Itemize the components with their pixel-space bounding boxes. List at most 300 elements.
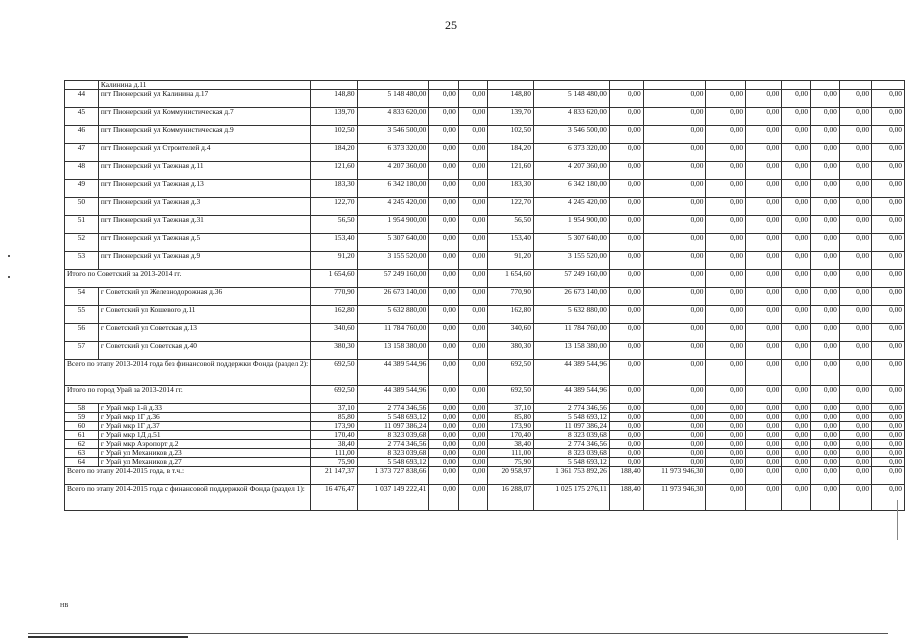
value-cell: 148,80 <box>488 90 534 108</box>
value-cell: 692,50 <box>488 360 534 386</box>
value-cell: 44 389 544,96 <box>357 360 429 386</box>
address-cell: г Советский ул Советская д.13 <box>98 324 310 342</box>
value-cell: 0,00 <box>782 467 811 485</box>
table-row <box>65 108 905 126</box>
value-cell: 2 774 346,56 <box>357 404 429 413</box>
value-cell: 16 288,07 <box>488 485 534 511</box>
value-cell: 0,00 <box>872 404 905 413</box>
table-row <box>65 431 905 440</box>
value-cell <box>839 81 871 90</box>
value-cell: 0,00 <box>839 413 871 422</box>
value-cell: 0,00 <box>429 288 458 306</box>
value-cell: 0,00 <box>609 198 643 216</box>
value-cell: 0,00 <box>609 216 643 234</box>
table-row <box>65 234 905 252</box>
value-cell: 0,00 <box>643 449 706 458</box>
value-cell: 148,80 <box>311 90 357 108</box>
value-cell: 3 546 500,00 <box>534 126 610 144</box>
value-cell: 0,00 <box>782 126 811 144</box>
value-cell: 0,00 <box>811 90 840 108</box>
value-cell: 0,00 <box>429 386 458 404</box>
value-cell: 0,00 <box>839 404 871 413</box>
value-cell: 2 774 346,56 <box>357 440 429 449</box>
value-cell: 0,00 <box>429 413 458 422</box>
row-number: 55 <box>65 306 99 324</box>
value-cell <box>872 81 905 90</box>
value-cell: 20 958,97 <box>488 467 534 485</box>
value-cell: 4 207 360,00 <box>357 162 429 180</box>
value-cell: 1 954 900,00 <box>357 216 429 234</box>
value-cell: 0,00 <box>429 180 458 198</box>
value-cell: 0,00 <box>643 413 706 422</box>
value-cell: 0,00 <box>872 431 905 440</box>
value-cell <box>311 81 357 90</box>
address-cell: г Урай мкр Аэропорт д.2 <box>98 440 310 449</box>
value-cell: 0,00 <box>782 360 811 386</box>
value-cell: 0,00 <box>458 216 487 234</box>
value-cell: 170,40 <box>488 431 534 440</box>
value-cell: 13 158 380,00 <box>534 342 610 360</box>
value-cell: 111,00 <box>488 449 534 458</box>
row-number: 53 <box>65 252 99 270</box>
value-cell: 0,00 <box>458 306 487 324</box>
value-cell: 91,20 <box>311 252 357 270</box>
value-cell: 0,00 <box>872 306 905 324</box>
table-row <box>65 440 905 449</box>
value-cell: 37,10 <box>488 404 534 413</box>
value-cell: 0,00 <box>746 162 782 180</box>
value-cell: 0,00 <box>782 144 811 162</box>
value-cell: 0,00 <box>458 252 487 270</box>
value-cell: 0,00 <box>609 422 643 431</box>
value-cell: 5 307 640,00 <box>534 234 610 252</box>
value-cell: 0,00 <box>458 449 487 458</box>
value-cell: 0,00 <box>839 440 871 449</box>
value-cell: 0,00 <box>458 440 487 449</box>
value-cell: 0,00 <box>458 360 487 386</box>
value-cell <box>488 81 534 90</box>
value-cell: 0,00 <box>746 324 782 342</box>
page-number: 25 <box>445 18 457 32</box>
row-number: 46 <box>65 126 99 144</box>
value-cell: 139,70 <box>488 108 534 126</box>
value-cell <box>458 81 487 90</box>
value-cell: 0,00 <box>872 90 905 108</box>
value-cell: 0,00 <box>609 180 643 198</box>
value-cell: 692,50 <box>311 360 357 386</box>
row-number: 64 <box>65 458 99 467</box>
total-label: Итого по город Урай за 2013-2014 гг. <box>65 386 311 404</box>
row-number: 52 <box>65 234 99 252</box>
value-cell: 0,00 <box>839 198 871 216</box>
address-cell: пгт Пионерский ул Коммунистическая д.7 <box>98 108 310 126</box>
value-cell: 0,00 <box>429 485 458 511</box>
value-cell: 0,00 <box>458 431 487 440</box>
value-cell: 0,00 <box>839 108 871 126</box>
value-cell: 0,00 <box>839 342 871 360</box>
bottom-rule-thick <box>28 636 188 638</box>
value-cell: 0,00 <box>746 216 782 234</box>
value-cell: 173,90 <box>311 422 357 431</box>
total-label: Всего по этапу 2014-2015 года, в т.ч.: <box>65 467 311 485</box>
value-cell: 0,00 <box>872 458 905 467</box>
value-cell: 0,00 <box>872 485 905 511</box>
table-row <box>65 306 905 324</box>
value-cell: 0,00 <box>746 440 782 449</box>
value-cell: 0,00 <box>811 180 840 198</box>
value-cell: 0,00 <box>782 270 811 288</box>
value-cell: 0,00 <box>811 386 840 404</box>
value-cell: 0,00 <box>782 458 811 467</box>
address-cell: Калинина д.11 <box>98 81 310 90</box>
table-row <box>65 252 905 270</box>
address-cell: пгт Пионерский ул Таежная д.13 <box>98 180 310 198</box>
value-cell <box>609 81 643 90</box>
value-cell: 21 147,37 <box>311 467 357 485</box>
value-cell: 0,00 <box>782 440 811 449</box>
row-number: 56 <box>65 324 99 342</box>
value-cell: 0,00 <box>458 342 487 360</box>
value-cell: 162,80 <box>488 306 534 324</box>
value-cell: 162,80 <box>311 306 357 324</box>
value-cell: 0,00 <box>872 440 905 449</box>
address-cell: пгт Пионерский ул Таежная д.11 <box>98 162 310 180</box>
value-cell: 0,00 <box>643 90 706 108</box>
value-cell: 0,00 <box>643 386 706 404</box>
value-cell: 340,60 <box>311 324 357 342</box>
value-cell: 0,00 <box>839 458 871 467</box>
value-cell: 0,00 <box>609 440 643 449</box>
value-cell: 0,00 <box>872 126 905 144</box>
address-cell: г Советский ул Кошевого д.11 <box>98 306 310 324</box>
value-cell: 0,00 <box>811 413 840 422</box>
resettlement-table <box>64 80 905 511</box>
table-row <box>65 162 905 180</box>
value-cell: 0,00 <box>458 270 487 288</box>
value-cell: 0,00 <box>706 431 746 440</box>
value-cell: 0,00 <box>429 306 458 324</box>
value-cell: 0,00 <box>811 234 840 252</box>
value-cell: 0,00 <box>872 216 905 234</box>
value-cell: 0,00 <box>839 288 871 306</box>
value-cell: 0,00 <box>609 252 643 270</box>
value-cell: 0,00 <box>782 306 811 324</box>
value-cell: 0,00 <box>458 162 487 180</box>
value-cell <box>643 81 706 90</box>
row-number: 61 <box>65 431 99 440</box>
value-cell: 2 774 346,56 <box>534 404 610 413</box>
address-cell: г Урай ул Механиков д.23 <box>98 449 310 458</box>
address-cell: пгт Пионерский ул Таежная д.9 <box>98 252 310 270</box>
row-number: 58 <box>65 404 99 413</box>
value-cell: 1 037 149 222,41 <box>357 485 429 511</box>
value-cell: 5 548 693,12 <box>534 458 610 467</box>
value-cell: 770,90 <box>311 288 357 306</box>
value-cell: 0,00 <box>746 144 782 162</box>
value-cell: 1 954 900,00 <box>534 216 610 234</box>
value-cell: 4 245 420,00 <box>534 198 610 216</box>
value-cell: 4 833 620,00 <box>357 108 429 126</box>
address-cell: пгт Пионерский ул Строителей д.4 <box>98 144 310 162</box>
value-cell: 0,00 <box>609 342 643 360</box>
value-cell: 121,60 <box>311 162 357 180</box>
value-cell: 44 389 544,96 <box>357 386 429 404</box>
value-cell: 5 632 880,00 <box>534 306 610 324</box>
value-cell: 0,00 <box>429 440 458 449</box>
address-cell: пгт Пионерский ул Коммунистическая д.9 <box>98 126 310 144</box>
value-cell: 0,00 <box>643 234 706 252</box>
value-cell: 0,00 <box>839 270 871 288</box>
value-cell: 85,80 <box>311 413 357 422</box>
value-cell: 122,70 <box>311 198 357 216</box>
value-cell: 0,00 <box>706 306 746 324</box>
value-cell: 0,00 <box>643 440 706 449</box>
value-cell: 0,00 <box>429 90 458 108</box>
table-row <box>65 216 905 234</box>
value-cell: 0,00 <box>609 386 643 404</box>
value-cell: 0,00 <box>872 252 905 270</box>
value-cell: 0,00 <box>643 180 706 198</box>
value-cell <box>357 81 429 90</box>
value-cell: 0,00 <box>643 458 706 467</box>
value-cell: 0,00 <box>839 422 871 431</box>
value-cell: 0,00 <box>872 144 905 162</box>
value-cell: 0,00 <box>643 360 706 386</box>
value-cell: 0,00 <box>429 126 458 144</box>
value-cell: 0,00 <box>811 198 840 216</box>
value-cell: 0,00 <box>706 216 746 234</box>
value-cell: 0,00 <box>839 216 871 234</box>
value-cell: 0,00 <box>746 467 782 485</box>
value-cell: 91,20 <box>488 252 534 270</box>
row-number: 59 <box>65 413 99 422</box>
value-cell: 0,00 <box>746 288 782 306</box>
address-cell: г Советский ул Советская д.40 <box>98 342 310 360</box>
total-label: Итого по Советский за 2013-2014 гг. <box>65 270 311 288</box>
value-cell: 11 097 386,24 <box>534 422 610 431</box>
value-cell: 183,30 <box>488 180 534 198</box>
value-cell: 0,00 <box>706 413 746 422</box>
value-cell: 0,00 <box>782 108 811 126</box>
value-cell: 0,00 <box>811 404 840 413</box>
value-cell: 0,00 <box>458 126 487 144</box>
value-cell: 0,00 <box>458 108 487 126</box>
value-cell: 0,00 <box>872 422 905 431</box>
value-cell: 5 632 880,00 <box>357 306 429 324</box>
value-cell: 0,00 <box>782 449 811 458</box>
value-cell: 1 361 753 892,26 <box>534 467 610 485</box>
row-number: 44 <box>65 90 99 108</box>
value-cell: 0,00 <box>609 126 643 144</box>
value-cell: 6 342 180,00 <box>534 180 610 198</box>
value-cell: 0,00 <box>706 198 746 216</box>
value-cell: 0,00 <box>609 324 643 342</box>
row-number: 57 <box>65 342 99 360</box>
value-cell: 0,00 <box>643 431 706 440</box>
value-cell: 0,00 <box>782 386 811 404</box>
value-cell <box>429 81 458 90</box>
value-cell: 0,00 <box>643 306 706 324</box>
row-number: 60 <box>65 422 99 431</box>
value-cell: 0,00 <box>782 485 811 511</box>
value-cell: 0,00 <box>746 342 782 360</box>
scan-edge-mark <box>897 500 898 540</box>
value-cell: 0,00 <box>706 270 746 288</box>
value-cell: 11 784 760,00 <box>534 324 610 342</box>
value-cell: 0,00 <box>706 252 746 270</box>
value-cell: 0,00 <box>782 342 811 360</box>
value-cell: 0,00 <box>811 126 840 144</box>
value-cell: 0,00 <box>609 413 643 422</box>
value-cell: 8 323 039,68 <box>534 449 610 458</box>
value-cell <box>706 81 746 90</box>
value-cell: 0,00 <box>811 422 840 431</box>
table-row <box>65 180 905 198</box>
value-cell: 0,00 <box>746 108 782 126</box>
value-cell: 0,00 <box>872 162 905 180</box>
value-cell: 0,00 <box>811 458 840 467</box>
value-cell: 0,00 <box>782 252 811 270</box>
value-cell: 0,00 <box>458 144 487 162</box>
value-cell: 0,00 <box>458 234 487 252</box>
value-cell: 0,00 <box>609 449 643 458</box>
value-cell: 75,90 <box>311 458 357 467</box>
value-cell: 183,30 <box>311 180 357 198</box>
table-row <box>65 324 905 342</box>
table-row <box>65 422 905 431</box>
value-cell: 8 323 039,68 <box>534 431 610 440</box>
value-cell: 0,00 <box>839 324 871 342</box>
value-cell: 0,00 <box>429 198 458 216</box>
value-cell: 0,00 <box>811 431 840 440</box>
table-row <box>65 404 905 413</box>
value-cell: 0,00 <box>429 458 458 467</box>
value-cell: 11 973 946,30 <box>643 485 706 511</box>
value-cell: 0,00 <box>706 234 746 252</box>
value-cell: 0,00 <box>429 144 458 162</box>
value-cell: 0,00 <box>609 234 643 252</box>
row-number: 50 <box>65 198 99 216</box>
value-cell: 0,00 <box>811 485 840 511</box>
value-cell: 0,00 <box>811 324 840 342</box>
scan-dot <box>8 255 10 257</box>
value-cell: 44 389 544,96 <box>534 386 610 404</box>
value-cell: 692,50 <box>488 386 534 404</box>
value-cell: 0,00 <box>811 162 840 180</box>
row-number: 45 <box>65 108 99 126</box>
table-row <box>65 198 905 216</box>
value-cell: 0,00 <box>811 449 840 458</box>
value-cell: 3 155 520,00 <box>357 252 429 270</box>
value-cell: 0,00 <box>746 252 782 270</box>
value-cell: 13 158 380,00 <box>357 342 429 360</box>
value-cell: 0,00 <box>872 198 905 216</box>
value-cell: 0,00 <box>643 288 706 306</box>
value-cell: 0,00 <box>839 234 871 252</box>
value-cell: 0,00 <box>746 360 782 386</box>
value-cell: 0,00 <box>706 458 746 467</box>
value-cell: 121,60 <box>488 162 534 180</box>
value-cell: 0,00 <box>643 162 706 180</box>
value-cell: 0,00 <box>706 386 746 404</box>
value-cell: 1 373 727 838,66 <box>357 467 429 485</box>
value-cell: 0,00 <box>706 162 746 180</box>
value-cell: 0,00 <box>782 216 811 234</box>
value-cell: 0,00 <box>782 324 811 342</box>
value-cell: 75,90 <box>488 458 534 467</box>
value-cell: 0,00 <box>706 404 746 413</box>
scan-dot <box>8 276 10 278</box>
value-cell: 37,10 <box>311 404 357 413</box>
value-cell: 380,30 <box>311 342 357 360</box>
address-cell: г Советский ул Железнодорожная д.36 <box>98 288 310 306</box>
value-cell: 0,00 <box>872 180 905 198</box>
total-row <box>65 485 905 511</box>
value-cell: 0,00 <box>782 404 811 413</box>
value-cell: 0,00 <box>706 449 746 458</box>
value-cell: 0,00 <box>429 449 458 458</box>
total-label: Всего по этапу 2014-2015 года с финансовой поддержкой Фонда (раздел 1): <box>65 485 311 511</box>
value-cell: 770,90 <box>488 288 534 306</box>
value-cell: 0,00 <box>458 90 487 108</box>
row-number <box>65 81 99 90</box>
value-cell <box>782 81 811 90</box>
value-cell: 5 548 693,12 <box>357 413 429 422</box>
row-number: 63 <box>65 449 99 458</box>
value-cell: 11 097 386,24 <box>357 422 429 431</box>
value-cell: 0,00 <box>746 180 782 198</box>
value-cell: 0,00 <box>839 360 871 386</box>
value-cell: 0,00 <box>643 252 706 270</box>
value-cell: 0,00 <box>643 216 706 234</box>
value-cell: 0,00 <box>872 324 905 342</box>
value-cell: 44 389 544,96 <box>534 360 610 386</box>
value-cell: 0,00 <box>872 288 905 306</box>
row-number: 51 <box>65 216 99 234</box>
value-cell: 0,00 <box>706 90 746 108</box>
value-cell: 0,00 <box>782 162 811 180</box>
value-cell: 0,00 <box>706 467 746 485</box>
value-cell: 0,00 <box>429 342 458 360</box>
value-cell: 3 546 500,00 <box>357 126 429 144</box>
value-cell: 0,00 <box>429 404 458 413</box>
footer-code: HB <box>60 603 69 609</box>
value-cell: 0,00 <box>458 198 487 216</box>
value-cell: 0,00 <box>609 360 643 386</box>
value-cell: 0,00 <box>429 234 458 252</box>
value-cell: 0,00 <box>811 360 840 386</box>
value-cell: 0,00 <box>782 413 811 422</box>
value-cell: 0,00 <box>609 162 643 180</box>
value-cell: 6 373 320,00 <box>357 144 429 162</box>
value-cell: 5 307 640,00 <box>357 234 429 252</box>
value-cell: 0,00 <box>746 306 782 324</box>
value-cell: 0,00 <box>811 288 840 306</box>
value-cell: 170,40 <box>311 431 357 440</box>
address-cell: г Урай ул Механиков д.27 <box>98 458 310 467</box>
value-cell: 0,00 <box>706 422 746 431</box>
value-cell: 153,40 <box>311 234 357 252</box>
value-cell: 0,00 <box>782 422 811 431</box>
value-cell: 57 249 160,00 <box>357 270 429 288</box>
value-cell: 0,00 <box>429 422 458 431</box>
row-number: 48 <box>65 162 99 180</box>
value-cell: 0,00 <box>746 404 782 413</box>
address-cell: г Урай мкр 1Д д.51 <box>98 431 310 440</box>
table-row <box>65 126 905 144</box>
value-cell: 5 148 480,00 <box>357 90 429 108</box>
value-cell: 0,00 <box>643 126 706 144</box>
